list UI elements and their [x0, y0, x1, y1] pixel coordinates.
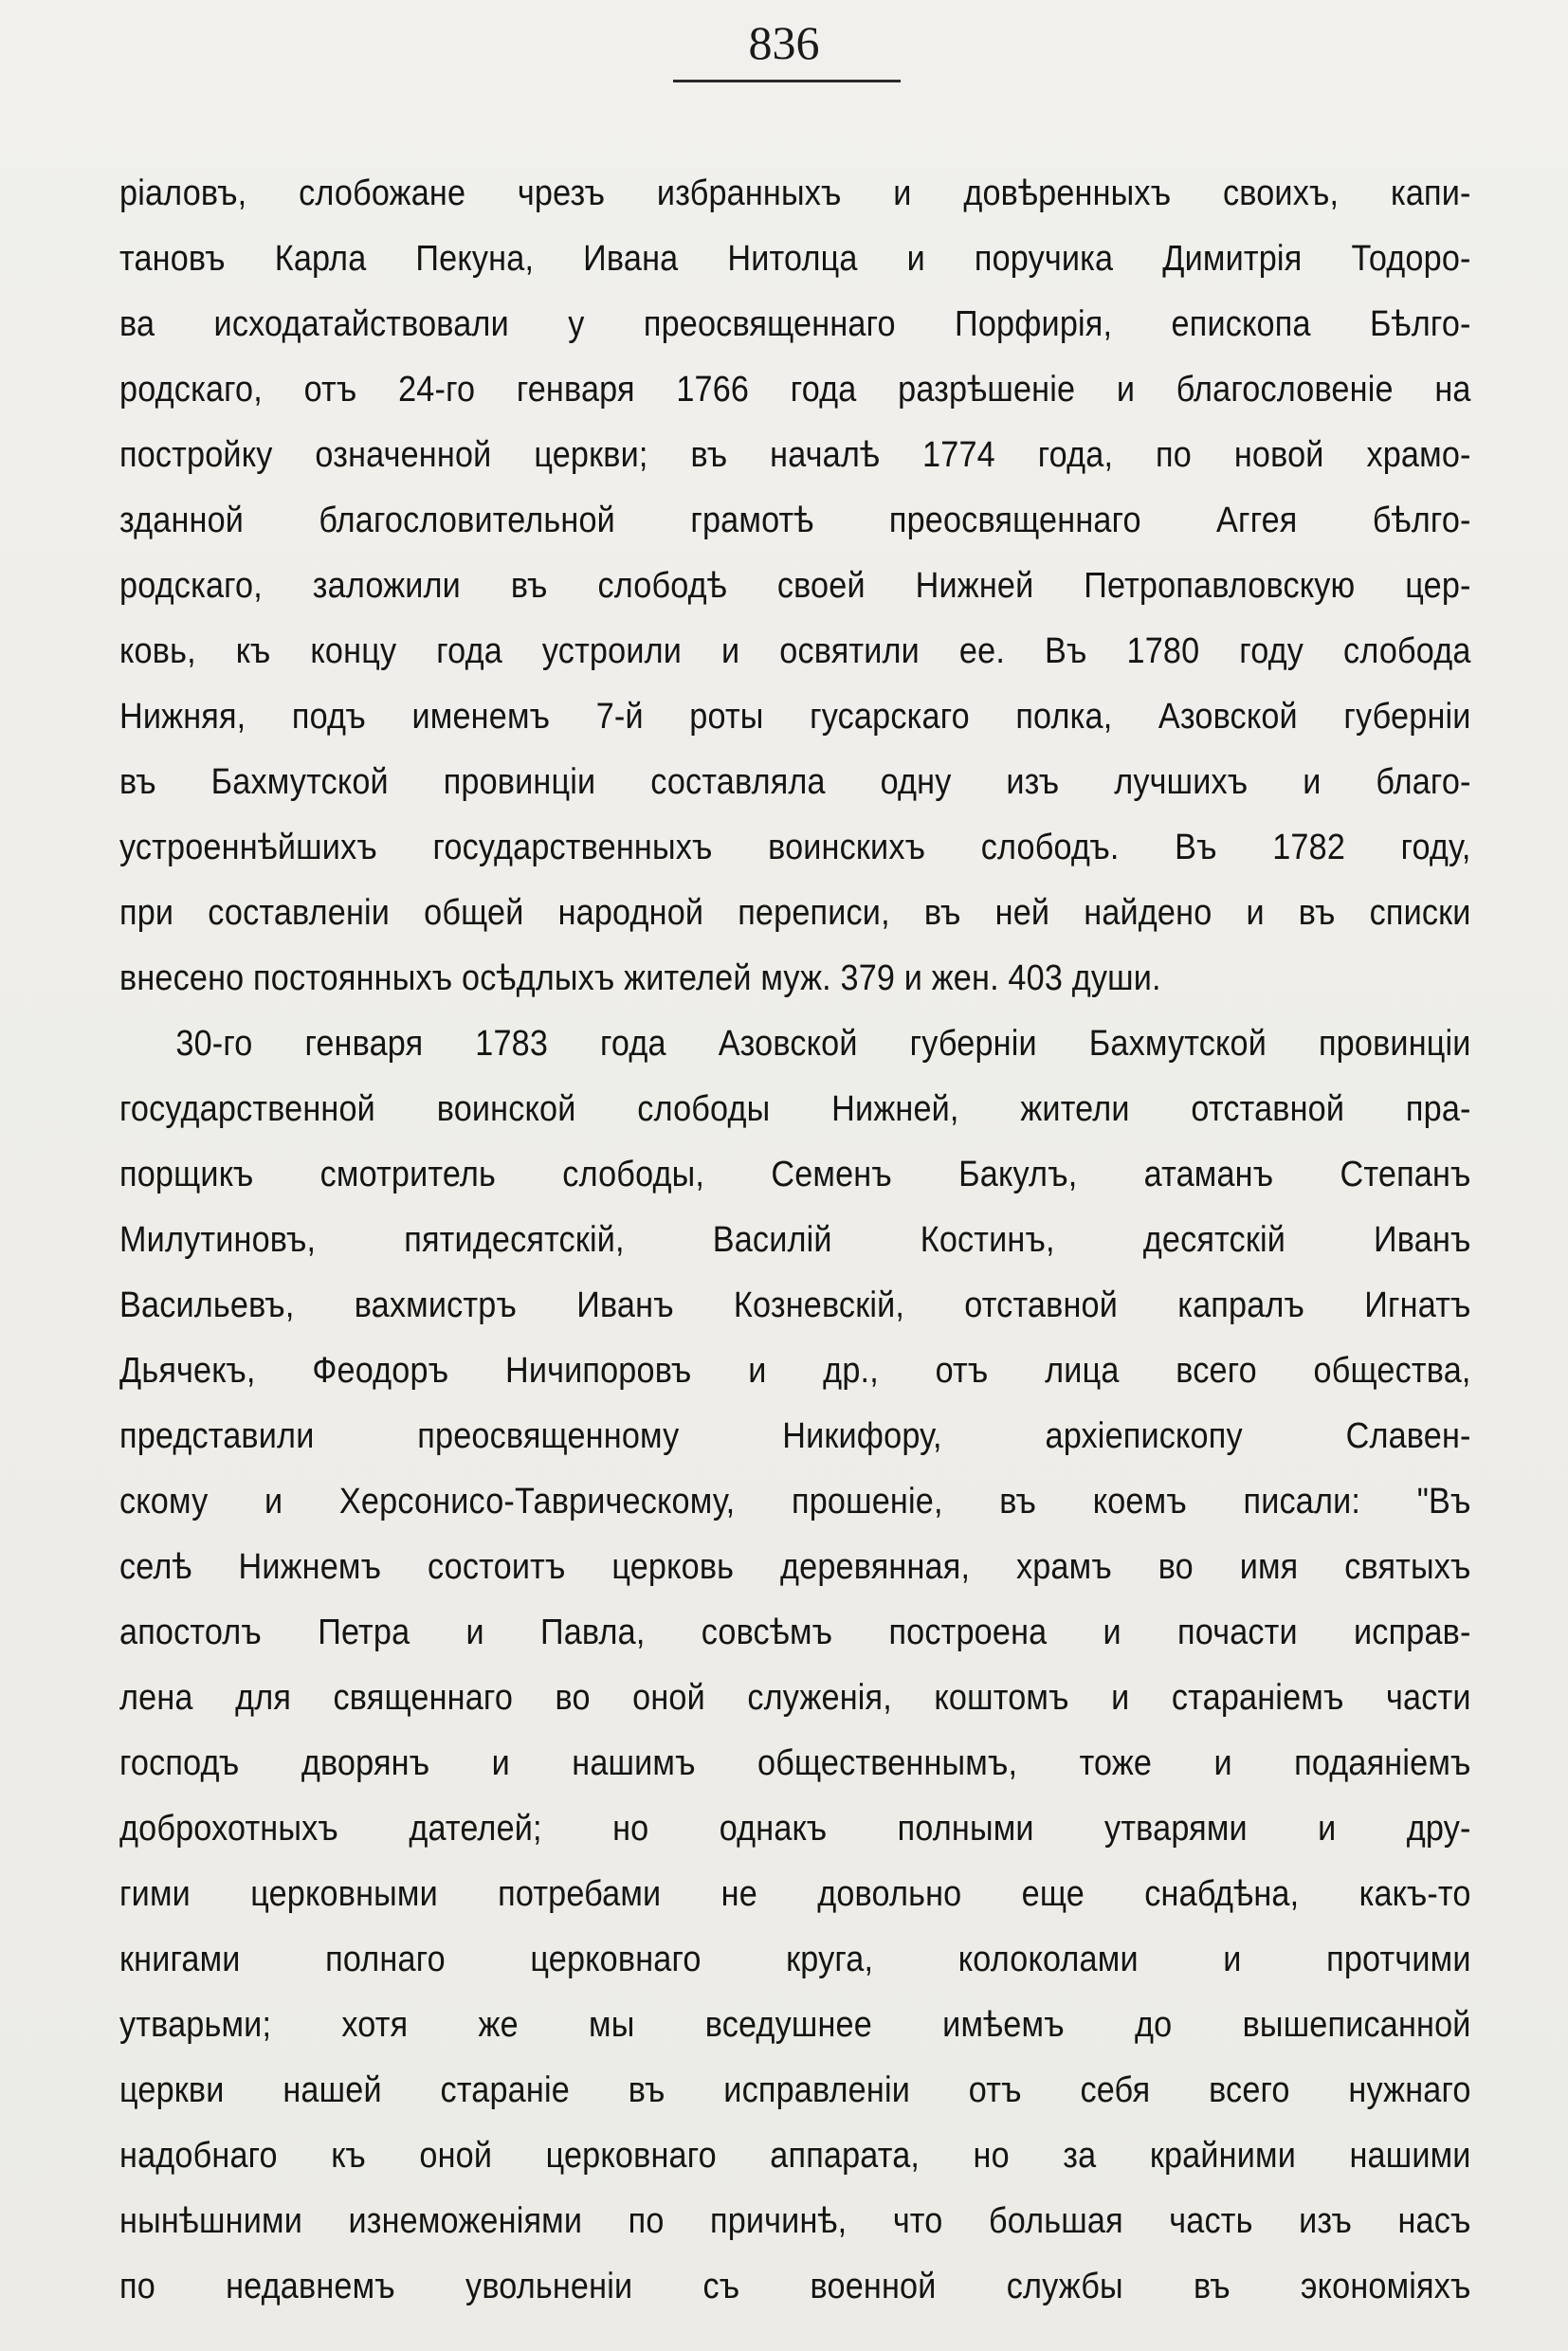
text-line: родскаго, отъ 24-го генваря 1766 года разрѣшеніе и благословеніе на	[119, 370, 1471, 410]
text-line: нынѣшними изнеможеніями по причинѣ, что большая часть изъ насъ	[119, 2201, 1471, 2241]
text-line: книгами полнаго церковнаго круга, колоколами и протчими	[119, 1940, 1471, 1979]
text-line: устроеннѣйшихъ государственныхъ воинскихъ слободъ. Въ 1782 году,	[119, 828, 1471, 867]
text-line: 30-го генваря 1783 года Азовской губерніи Бахмутской провинціи	[175, 1024, 1471, 1064]
page-number-rule	[673, 80, 901, 82]
text-line: Васильевъ, вахмистръ Иванъ Козневскій, отставной капралъ Игнатъ	[119, 1285, 1471, 1325]
text-line: порщикъ смотритель слободы, Семенъ Бакулъ, атаманъ Степанъ	[119, 1155, 1471, 1194]
text-line: скому и Херсонисо-Таврическому, прошеніе, въ коемъ писали: "Въ	[119, 1482, 1471, 1522]
text-line: надобнаго къ оной церковнаго аппарата, но за крайними нашими	[119, 2136, 1471, 2176]
text-line: зданной благословительной грамотѣ преосвященнаго Аггея бѣлго-	[119, 501, 1471, 540]
text-line: селѣ Нижнемъ состоитъ церковь деревянная, храмъ во имя святыхъ	[119, 1547, 1471, 1587]
text-line: внесено постоянныхъ осѣдлыхъ жителей муж. 379 и жен. 403 души.	[119, 958, 1161, 998]
text-line: государственной воинской слободы Нижней, жители отставной пра-	[119, 1089, 1471, 1129]
text-line: Нижняя, подъ именемъ 7-й роты гусарскаго полка, Азовской губерніи	[119, 697, 1471, 737]
text-line: по недавнемъ увольненіи съ военной службы въ экономіяхъ	[119, 2267, 1471, 2306]
text-line: ва исходатайствовали у преосвященнаго Порфирія, епископа Бѣлго-	[119, 304, 1471, 344]
text-line: въ Бахмутской провинціи составляла одну изъ лучшихъ и благо-	[119, 762, 1471, 802]
text-line: лена для священнаго во оной служенія, коштомъ и стараніемъ части	[119, 1678, 1471, 1718]
text-line: ріаловъ, слобожане чрезъ избранныхъ и довѣренныхъ своихъ, капи-	[119, 173, 1471, 213]
text-line: доброхотныхъ дателей; но однакъ полными утварями и дру-	[119, 1809, 1471, 1849]
text-line: апостолъ Петра и Павла, совсѣмъ построена и почасти исправ-	[119, 1613, 1471, 1652]
text-line: господъ дворянъ и нашимъ общественнымъ, тоже и подаяніемъ	[119, 1743, 1471, 1783]
text-line: тановъ Карла Пекуна, Ивана Нитолца и поручика Димитрія Тодоро-	[119, 239, 1471, 279]
text-line: ковь, къ концу года устроили и освятили ее. Въ 1780 году слобода	[119, 631, 1471, 671]
text-line: церкви нашей стараніе въ исправленіи отъ себя всего нужнаго	[119, 2070, 1471, 2110]
paragraph-2	[119, 1011, 1471, 2320]
text-line: родскаго, заложили въ слободѣ своей Нижней Петропавловскую цер-	[119, 566, 1471, 606]
page-number: 836	[748, 16, 820, 69]
body-text	[119, 161, 1471, 2320]
text-line: представили преосвященному Никифору, архіепископу Славен-	[119, 1416, 1471, 1456]
paragraph-1	[119, 161, 1471, 1011]
text-line: гими церковными потребами не довольно еще снабдѣна, какъ-то	[119, 1874, 1471, 1914]
text-line: при составленіи общей народной переписи, въ ней найдено и въ списки	[119, 893, 1471, 933]
text-line: Дьячекъ, Феодоръ Ничипоровъ и др., отъ лица всего общества,	[119, 1351, 1471, 1391]
text-line: постройку означенной церкви; въ началѣ 1774 года, по новой храмо-	[119, 435, 1471, 475]
text-line: Милутиновъ, пятидесятскій, Василій Костинъ, десятскій Иванъ	[119, 1220, 1471, 1260]
text-line: утварьми; хотя же мы вседушнее имѣемъ до вышеписанной	[119, 2005, 1471, 2045]
